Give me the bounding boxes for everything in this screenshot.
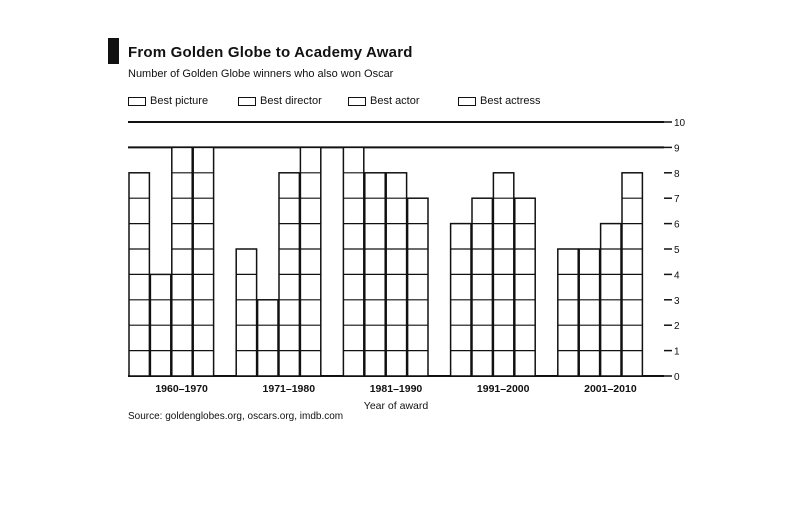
bar-best-picture-1 xyxy=(236,249,256,376)
y-tick-label: 4 xyxy=(674,270,680,282)
y-tick-label: 7 xyxy=(674,194,680,206)
bar-best-picture-4 xyxy=(558,249,578,376)
legend-label: Best actress xyxy=(480,95,541,107)
x-axis-label: Year of award xyxy=(363,400,429,412)
bar-best-actor-4 xyxy=(579,249,599,376)
x-tick-label: 2001–2010 xyxy=(584,383,637,395)
bar-best-actress-3 xyxy=(515,198,535,376)
bar-best-director-0 xyxy=(172,147,192,376)
x-tick-label: 1960–1970 xyxy=(155,383,208,395)
y-tick-label: 6 xyxy=(674,219,680,231)
legend-label: Best director xyxy=(260,95,322,107)
y-tick-label: 8 xyxy=(674,168,680,180)
x-tick-label: 1981–1990 xyxy=(369,383,423,395)
y-tick-label: 10 xyxy=(674,118,686,129)
legend-label: Best picture xyxy=(150,95,209,107)
bar-best-actress-1 xyxy=(300,147,320,376)
y-tick-label: 9 xyxy=(674,143,680,155)
bar-best-actress-0 xyxy=(193,147,213,376)
bar-best-actor-3 xyxy=(472,198,492,376)
legend-label: Best actor xyxy=(370,95,420,107)
chart-subtitle: Number of Golden Globe winners who also won Oscar xyxy=(128,68,394,80)
chart-title: From Golden Globe to Academy Award xyxy=(128,44,413,61)
y-tick-label: 0 xyxy=(674,372,680,383)
source-note: Source: goldenglobes.org, oscars.org, imdb.com xyxy=(128,411,344,422)
y-tick-label: 3 xyxy=(674,295,680,307)
bar-best-actress-2 xyxy=(408,198,428,376)
y-tick-label: 5 xyxy=(674,245,680,256)
bar-best-actor-1 xyxy=(258,300,278,376)
bar-best-picture-2 xyxy=(343,147,363,376)
x-tick-label: 1971–1980 xyxy=(262,383,316,395)
y-tick-label: 2 xyxy=(674,321,680,333)
x-tick-label: 1991–2000 xyxy=(476,383,530,395)
y-tick-label: 1 xyxy=(674,346,680,358)
